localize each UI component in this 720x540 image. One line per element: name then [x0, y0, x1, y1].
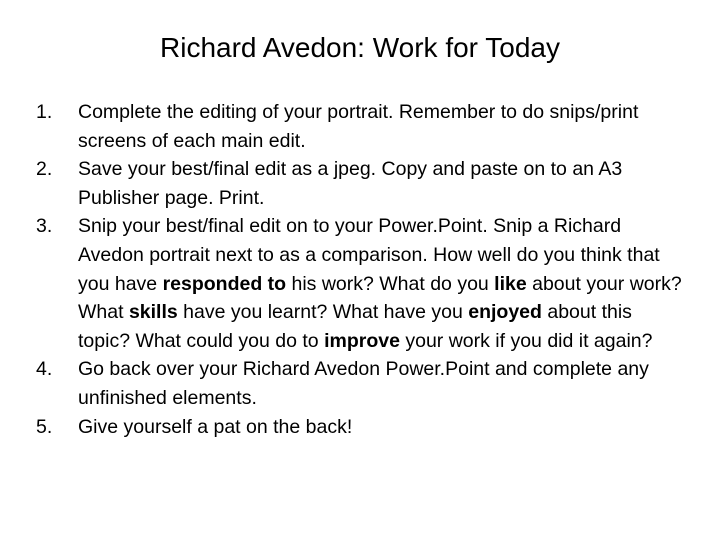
emphasized-text: responded to: [162, 272, 287, 295]
list-item-number: 1.: [36, 101, 53, 123]
text-segment: Snip your best/final edit on to your Power.Point. Snip a Richard Avedon portrait next to as a comparison. How well do you think that you have: [78, 215, 660, 295]
list-item-text: [78, 212, 686, 355]
list-item-number: 4.: [36, 358, 53, 381]
text-segment: his work? What do you: [286, 272, 495, 295]
list-item-text: [78, 413, 686, 442]
task-list: [36, 98, 686, 441]
emphasized-text: skills: [128, 301, 178, 324]
text-segment: Complete the editing of your portrait. Remember to do snips/print screens of each main edit.: [78, 101, 639, 152]
list-item: [36, 413, 686, 442]
list-item-number: 5.: [36, 415, 53, 438]
list-item: [36, 98, 686, 155]
text-segment: Give yourself a pat on the back!: [78, 415, 353, 438]
list-item-text: [78, 155, 686, 212]
emphasized-text: like: [494, 272, 527, 295]
list-item-number: 3.: [36, 215, 53, 238]
text-segment: Save your best/final edit as a jpeg. Copy and paste on to an A3 Publisher page. Print.: [78, 158, 623, 209]
text-segment: Go back over your Richard Avedon Power.Point and complete any unfinished elements.: [78, 358, 649, 409]
list-item-number: 2.: [36, 158, 53, 181]
slide-title: Richard Avedon: Work for Today: [160, 32, 560, 63]
emphasized-text: enjoyed: [468, 301, 542, 324]
list-item: [36, 355, 686, 412]
list-item: [36, 155, 686, 212]
text-segment: about this topic? What could you do to: [78, 301, 632, 352]
list-item: [36, 212, 686, 355]
text-segment: about your work? What: [78, 272, 682, 324]
text-segment: your work if you did it again?: [399, 329, 653, 352]
list-item-text: [78, 355, 686, 412]
emphasized-text: improve: [324, 329, 400, 352]
list-item-text: [78, 98, 686, 155]
text-segment: have you learnt? What have you: [177, 301, 469, 324]
